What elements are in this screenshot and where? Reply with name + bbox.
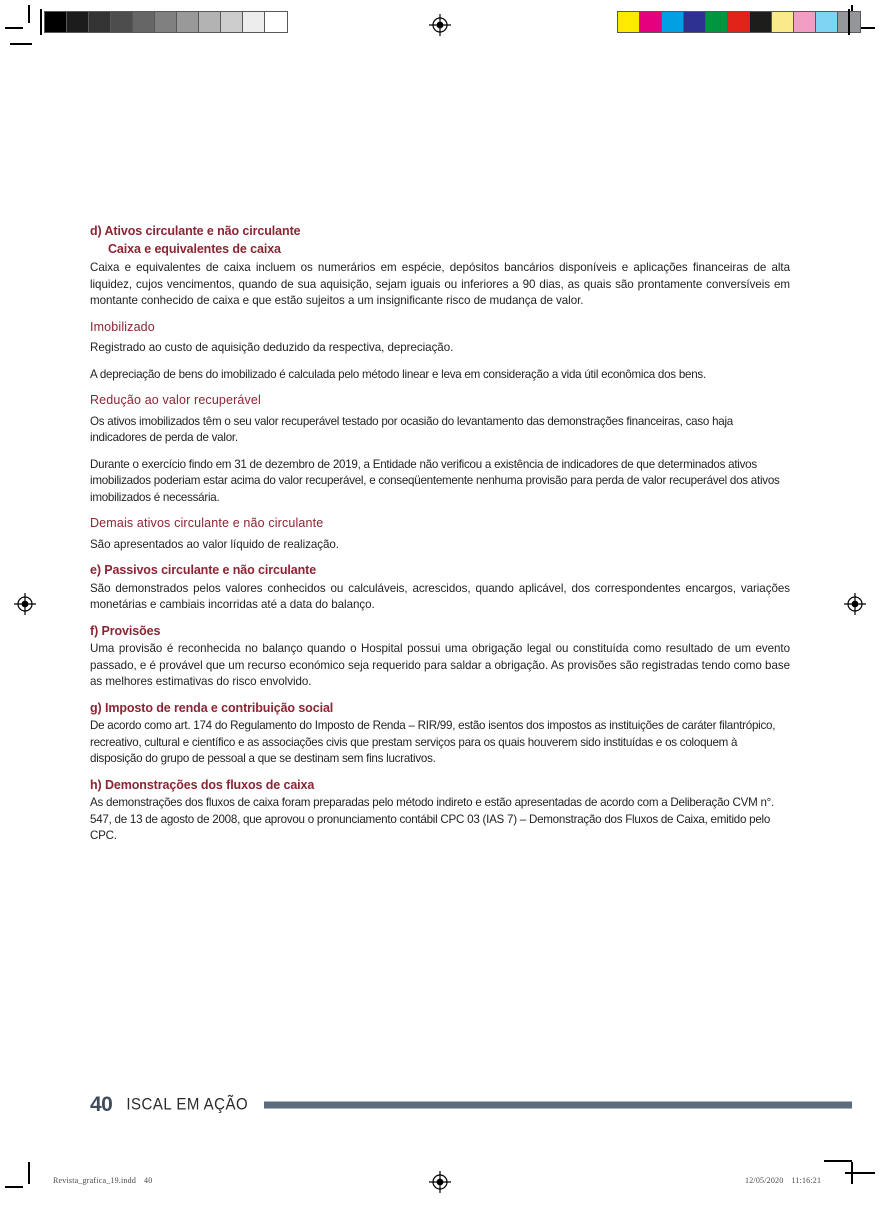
slug-date-text: 12/05/2020 xyxy=(745,1176,784,1185)
grayscale-bar-start-rule xyxy=(40,9,42,35)
crop-mark-bottom-left-vertical xyxy=(28,1162,30,1184)
section-heading-f: f) Provisões xyxy=(90,623,161,638)
section-heading-d: d) Ativos circulante e não circulante xyxy=(90,224,301,238)
color-swatch-magenta xyxy=(640,12,662,32)
slug-time-text: 11:16:21 xyxy=(791,1176,822,1185)
grayscale-swatch xyxy=(265,12,287,32)
color-swatch-red xyxy=(728,12,750,32)
paragraph-imobilizado-1: Registrado ao custo de aquisição deduzido da respectiva, depreciação. xyxy=(90,341,454,355)
color-swatch-cyan xyxy=(662,12,684,32)
slug-folio-text: 40 xyxy=(144,1176,153,1185)
color-swatch-black xyxy=(750,12,772,32)
footer-rule xyxy=(264,1101,852,1109)
grayscale-swatch xyxy=(221,12,243,32)
paragraph-imobilizado-2: A depreciação de bens do imobilizado é calculada pelo método linear e leva em consideração a vida útil econômica dos bens. xyxy=(90,367,706,381)
slug-left-filename xyxy=(53,1176,152,1185)
slug-filename-text: Revista_grafica_19.indd xyxy=(53,1176,137,1185)
crop-mark-top-left-horizontal xyxy=(5,27,23,29)
color-swatch-yellow xyxy=(618,12,640,32)
section-heading-e: e) Passivos circulante e não circulante xyxy=(90,563,317,578)
subheading-caixa-equivalentes: Caixa e equivalentes de caixa xyxy=(108,241,281,256)
registration-target-right xyxy=(844,593,866,615)
crop-mark-bottom-right-inner-horizontal xyxy=(824,1160,852,1162)
paragraph-section-h: As demonstrações dos fluxos de caixa foram preparadas pelo método indireto e estão apresentadas de acordo com a Deliberação CVM n°. 547, de 13 de agosto de 2008, que aprovou o pronunciamento contábil CPC 03 (IAS 7) – Demonstração dos Fluxos de Caixa, emitido pelo CPC. xyxy=(90,796,775,843)
color-swatch-light-cyan xyxy=(816,12,838,32)
crop-mark-bottom-right-horizontal xyxy=(845,1172,875,1174)
grayscale-swatch xyxy=(89,12,111,32)
page-content xyxy=(90,224,790,855)
paragraph-demais-ativos: São apresentados ao valor líquido de realização. xyxy=(90,537,339,551)
process-color-calibration-bar xyxy=(617,11,861,33)
registration-target-left xyxy=(14,593,36,615)
slug-right-timestamp xyxy=(745,1176,821,1185)
color-swatch-violet xyxy=(684,12,706,32)
color-swatch-light-magenta xyxy=(794,12,816,32)
grayscale-swatch xyxy=(133,12,155,32)
publication-logo: ISCAL EM AÇÃO xyxy=(126,1094,249,1115)
paragraph-section-e: São demonstrados pelos valores conhecidos ou calculáveis, acrescidos, quando aplicável, dos correspondentes encargos, variações monetárias e cambiais incorridas até a data do balanço. xyxy=(90,581,790,612)
grayscale-swatch xyxy=(67,12,89,32)
subheading-reducao-valor-recuperavel: Redução ao valor recuperável xyxy=(90,393,261,408)
grayscale-swatch xyxy=(155,12,177,32)
registration-target-top xyxy=(429,14,451,36)
crop-mark-top-left-inner-horizontal xyxy=(10,43,32,45)
grayscale-swatch xyxy=(111,12,133,32)
paragraph-reducao-1: Os ativos imobilizados têm o seu valor recuperável testado por ocasião do levantamento das demonstrações financeiras, caso haja indicadores de perda de valor. xyxy=(90,414,733,445)
grayscale-swatch xyxy=(45,12,67,32)
grayscale-swatch xyxy=(199,12,221,32)
color-swatch-light-yellow xyxy=(772,12,794,32)
paragraph-caixa-equivalentes: Caixa e equivalentes de caixa incluem os numerários em espécie, depósitos bancários disponíveis e aplicações financeiras de alta liquidez, cujos vencimentos, quando de sua aquisição, sejam iguais ou inferiores a 90 dias, as quais são prontamente conversíveis em montante conhecido de caixa e que estão sujeitos a um insignificante risco de mudança de valor. xyxy=(90,261,790,308)
registration-target-bottom xyxy=(429,1171,451,1193)
grayscale-swatch xyxy=(177,12,199,32)
page-number: 40 xyxy=(90,1093,113,1116)
grayscale-swatch xyxy=(243,12,265,32)
section-heading-h: h) Demonstrações dos fluxos de caixa xyxy=(90,777,315,792)
crop-mark-top-left-vertical xyxy=(28,5,30,23)
subheading-imobilizado: Imobilizado xyxy=(90,319,155,334)
paragraph-reducao-2: Durante o exercício findo em 31 de dezembro de 2019, a Entidade não verificou a existência de indicadores de que determinados ativos imobilizados poderiam estar acima do valor recuperável, e conseqüentemente nenhuma provisão para perda de valor recuperável dos ativos imobilizados é necessária. xyxy=(90,457,780,504)
section-heading-g: g) Imposto de renda e contribuição social xyxy=(90,700,334,715)
subheading-demais-ativos: Demais ativos circulante e não circulante xyxy=(90,516,324,531)
color-bar-end-rule xyxy=(848,9,850,35)
paragraph-section-g: De acordo como art. 174 do Regulamento do Imposto de Renda – RIR/99, estão isentos dos impostos as instituições de caráter filantrópico, recreativo, cultural e científico e as associações civis que prestam serviços para os quais houverem sido instituídas e os coloquem à disposição do grupo de pessoal a que se destinam sem fins lucrativos. xyxy=(90,719,776,766)
grayscale-calibration-bar xyxy=(44,11,288,33)
crop-mark-bottom-left-horizontal xyxy=(5,1186,23,1188)
page-footer xyxy=(90,1094,852,1115)
paragraph-section-f: Uma provisão é reconhecida no balanço quando o Hospital possui uma obrigação legal ou constituída como resultado de um evento passado, e é provável que um recurso económico seja requerido para saldar a obrigação. As provisões são registradas tendo como base as melhores estimativas do risco envolvido. xyxy=(90,642,790,689)
color-swatch-green xyxy=(706,12,728,32)
